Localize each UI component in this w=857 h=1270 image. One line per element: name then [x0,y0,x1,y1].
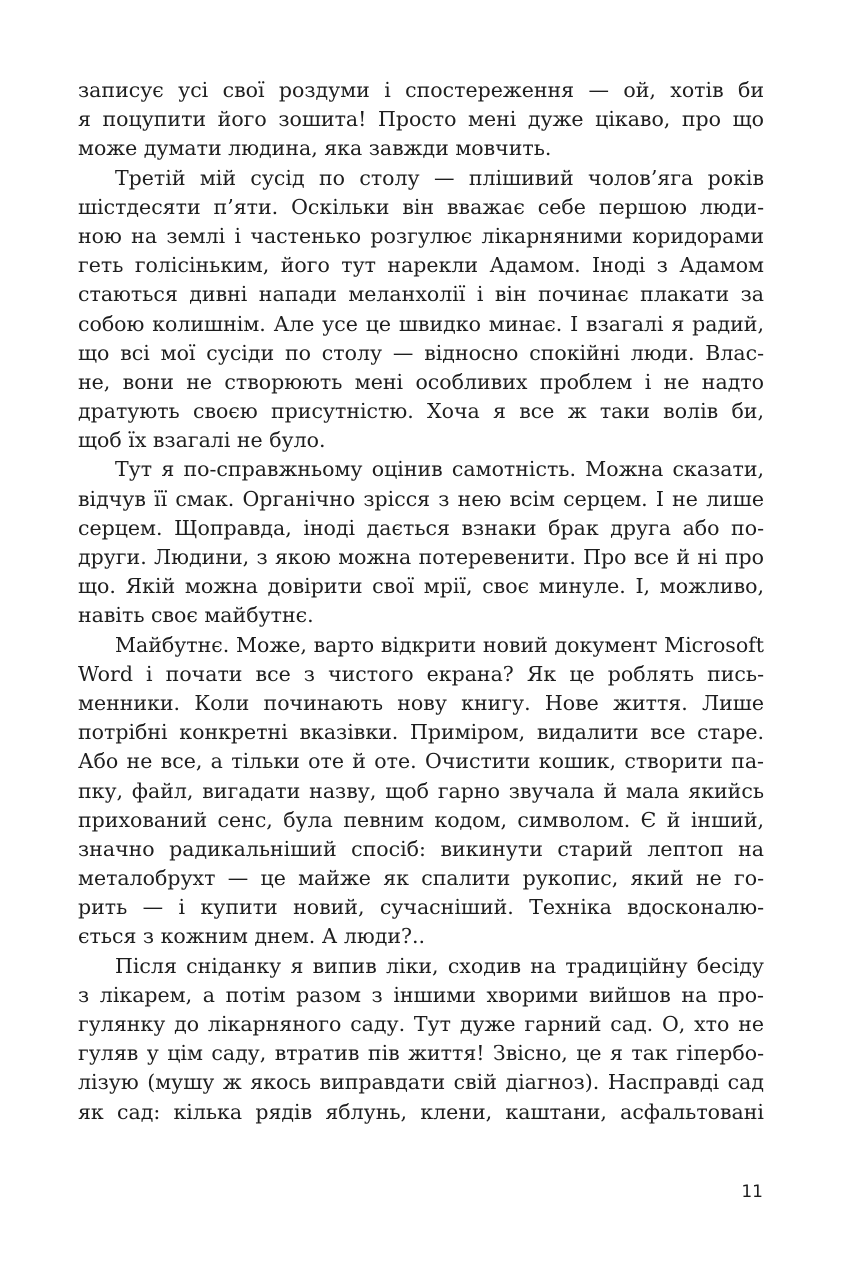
text-line: Word і почати все з чистого екрана? Як це роблять пись- [78,661,764,686]
text-line: геть голісіньким, його тут нарекли Адамом. Іноді з Адамом [78,253,764,278]
text-line: металобрухт — це майже як спалити рукопис, який не го- [78,866,764,891]
text-line: ється з кожним днем. А люди?.. [78,924,426,949]
text-line: Майбутнє. Може, варто відкрити новий документ Microsoft [115,632,764,657]
text-line: Або не все, а тільки оте й оте. Очистити кошик, створити па- [78,749,764,774]
text-line: Тут я по-справжньому оцінив самотність. Можна сказати, [115,457,764,482]
text-line: Третій мій сусід по столу — плішивий чолов’яга років [115,165,764,190]
text-line: дратують своєю присутністю. Хоча я все ж таки волів би, [78,399,764,424]
paragraph [78,631,764,952]
page-number: 11 [741,1182,763,1202]
text-line: потрібні конкретні вказівки. Приміром, видалити все старе. [78,720,764,745]
text-line: з лікарем, а потім разом з іншими хворими вийшов на про- [78,982,764,1007]
text-line: ною на землі і частенько розгулює лікарняними коридорами [78,223,764,248]
text-line: Після сніданку я випив ліки, сходив на традиційну бесіду [115,953,764,978]
text-line: гулянку до лікарняного саду. Тут дуже гарний сад. О, хто не [78,1012,764,1036]
text-line: шістдесяти п’яти. Оскільки він вважає себе першою люди- [78,194,764,219]
text-line: гуляв у цім саду, втратив пів життя! Звісно, це я так гіпербо- [78,1041,764,1066]
paragraph [78,952,764,1127]
text-line: стаються дивні напади меланхолії і він починає плакати за [78,282,764,307]
text-line: відчув її смак. Органічно зрісся з нею всім серцем. І не лише [78,486,764,511]
text-line: менники. Коли починають нову книгу. Нове життя. Лише [78,690,764,715]
text-line: щоб їх взагалі не було. [78,428,326,453]
text-line: навіть своє майбутнє. [78,603,314,628]
text-line: що всі мої сусіди по столу — відносно спокійні люди. Влас- [78,340,764,365]
text-line: лізую (мушу ж якось виправдати свій діагноз). Насправді сад [78,1070,764,1095]
text-line: я поцупити його зошита! Просто мені дуже цікаво, про що [78,107,764,132]
text-line: пку, файл, вигадати назву, щоб гарно звучала й мала якийсь [78,778,764,803]
text-line: записує усі свої роздуми і спостереження — ой, хотів би [78,78,764,102]
text-line: може думати людина, яка завжди мовчить. [78,136,552,161]
text-line: не, вони не створюють мені особливих проблем і не надто [78,369,764,394]
paragraph [78,455,764,630]
paragraph [78,164,764,456]
text-line: серцем. Щоправда, іноді дається взнаки брак друга або по- [78,515,764,540]
text-line: прихований сенс, була певним кодом, символом. Є й інший, [78,807,764,832]
text-line: собою колишнім. Але усе це швидко минає. І взагалі я радий, [78,311,764,336]
text-line: що. Якій можна довірити свої мрії, своє минуле. І, можливо, [78,574,764,599]
text-line: рить — і купити новий, сучасніший. Техніка вдосконалю- [78,895,764,920]
paragraph [78,76,764,164]
text-line: други. Людини, з якою можна потеревенити. Про все й ні про [78,545,764,569]
body-text [78,76,764,1127]
text-line: як сад: кілька рядів яблунь, клени, каштани, асфальтовані [78,1099,764,1124]
text-line: значно радикальніший спосіб: викинути старий лептоп на [78,836,764,861]
